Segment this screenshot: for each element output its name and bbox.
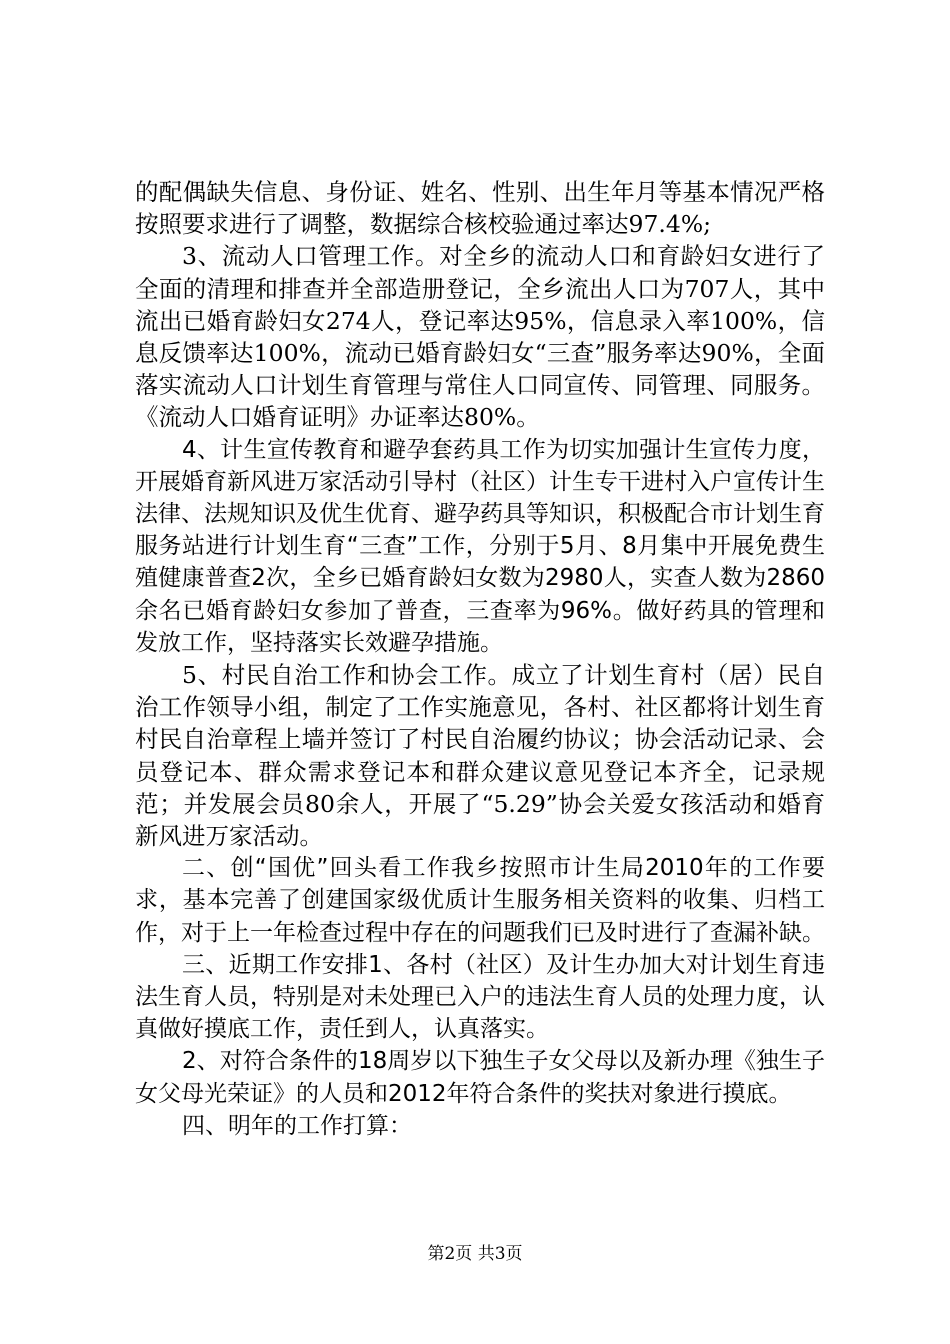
page-footer: 第2页 共3页 <box>427 1244 523 1264</box>
paragraph-national-excellence-review: 二、创“国优”回头看工作我乡按照市计生局2010年的工作要求，基本完善了创建国家级优质计生服务相关资料的收集、归档工作，对于上一年检查过程中存在的问题我们已及时进行了查漏补缺。 <box>135 855 825 946</box>
paragraph-recent-work-plan: 三、近期工作安排1、各村（社区）及计生办加大对计划生育违法生育人员，特别是对未处理已入户的违法生育人员的处理力度，认真做好摸底工作，责任到人，认真落实。 <box>135 951 825 1043</box>
paragraph-next-year-plan: 四、明年的工作打算： <box>182 1112 412 1139</box>
paragraph-continuation: 的配偶缺失信息、身份证、姓名、性别、出生年月等基本情况严格按照要求进行了调整，数据综合核校验通过率达97.4%; <box>135 178 825 239</box>
paragraph-villager-autonomy: 5、村民自治工作和协会工作。成立了计划生育村（居）民自治工作领导小组，制定了工作实施意见，各村、社区都将计划生育村民自治章程上墙并签订了村民自治履约协议；协会活动记录、会员登记本、群众需求登记本和群众建议意见登记本齐全，记录规范；并发展会员80余人，开展了“5.29”协会关爱女孩活动和婚育新风进万家活动。 <box>135 661 825 851</box>
paragraph-publicity-education: 4、计生宣传教育和避孕套药具工作为切实加强计生宣传力度，开展婚育新风进万家活动引导村（社区）计生专干进村入户宣传计生法律、法规知识及优生优育、避孕药具等知识，积极配合市计划生育服务站进行计划生育“三查”工作，分别于5月、8月集中开展免费生殖健康普查2次，全乡已婚育龄妇女数为2980人，实查人数为2860余名已婚育龄妇女参加了普查，三查率为96%。做好药具的管理和发放工作，坚持落实长效避孕措施。 <box>135 436 825 656</box>
paragraph-floating-population: 3、流动人口管理工作。对全乡的流动人口和育龄妇女进行了全面的清理和排查并全部造册登记，全乡流出人口为707人，其中流出已婚育龄妇女274人，登记率达95%，信息录入率100%，信息反馈率达100%，流动已婚育龄妇女“三查”服务率达90%，全面落实流动人口计划生育管理与常住人口同宣传、同管理、同服务。《流动人口婚育证明》办证率达80%。 <box>135 242 825 432</box>
document-body <box>135 176 825 1142</box>
paragraph-only-child-survey: 2、对符合条件的18周岁以下独生子女父母以及新办理《独生子女父母光荣证》的人员和2012年符合条件的奖扶对象进行摸底。 <box>135 1048 825 1107</box>
